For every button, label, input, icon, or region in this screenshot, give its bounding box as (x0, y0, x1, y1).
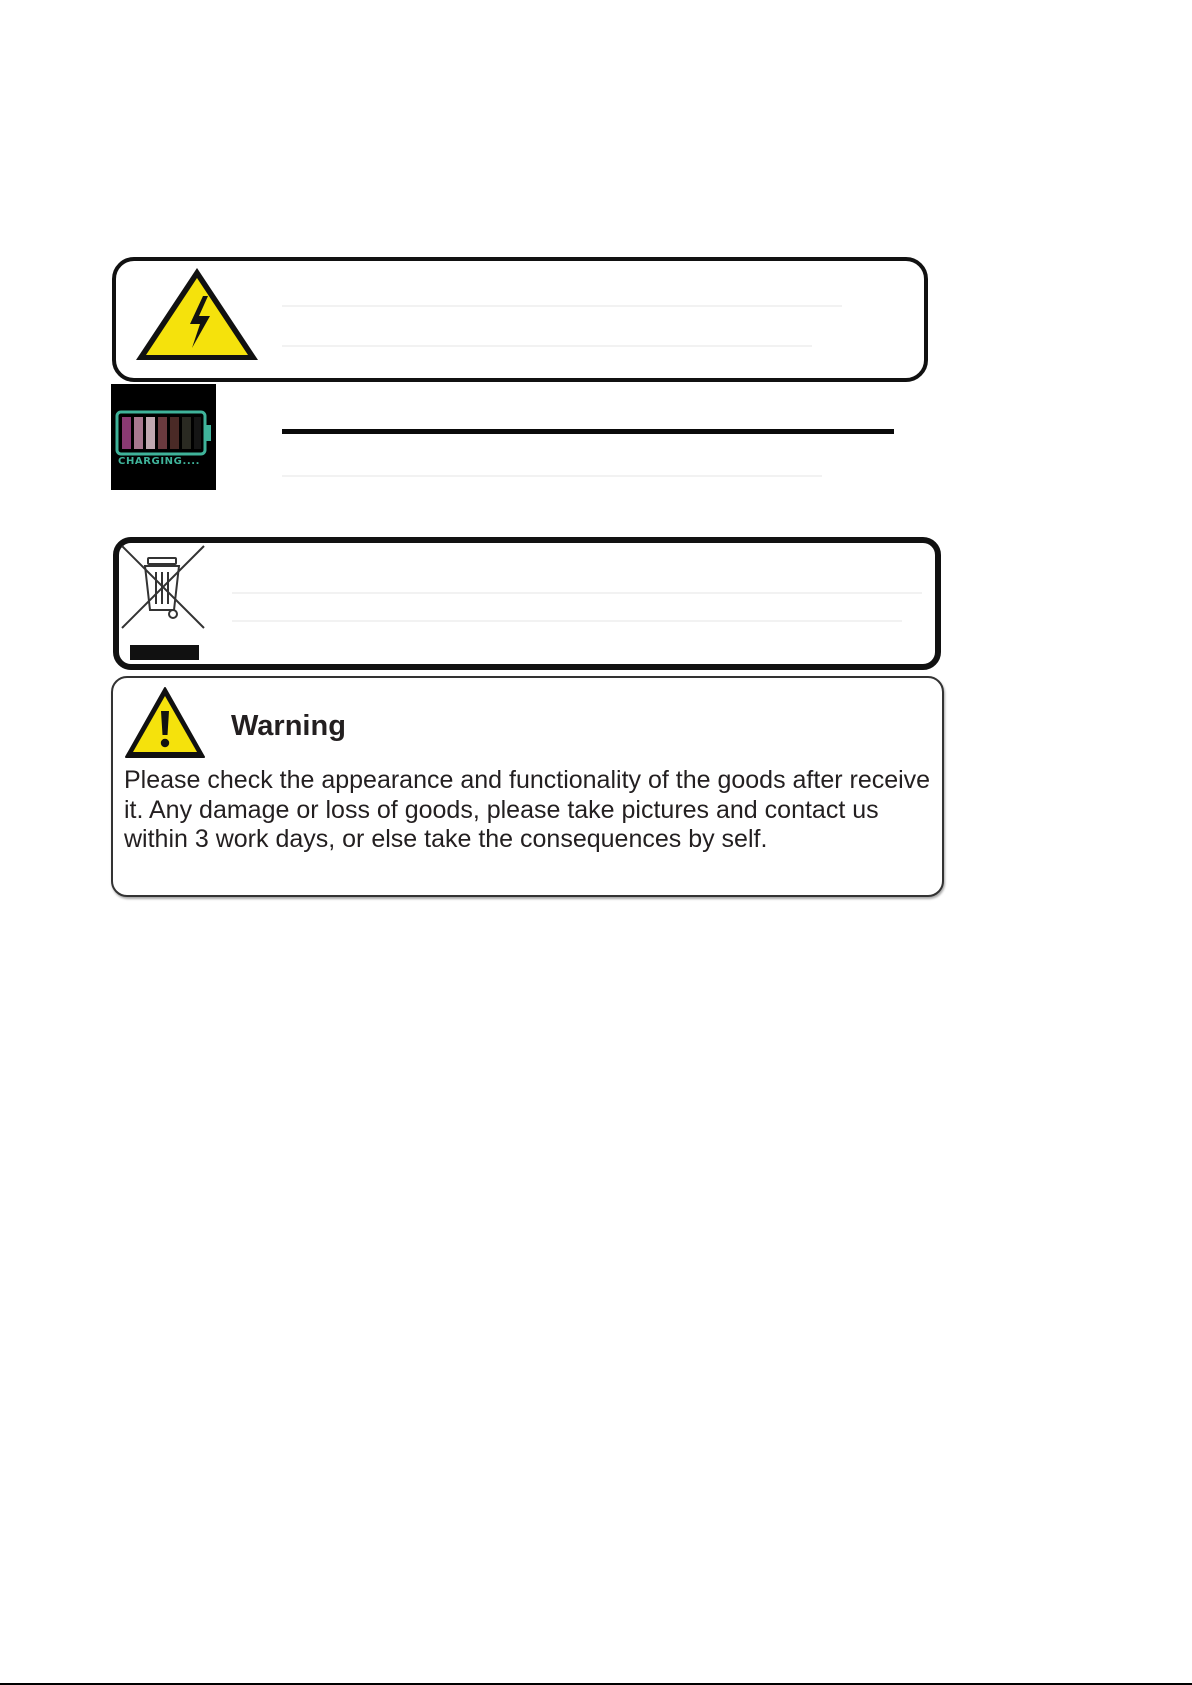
faded-text-line (282, 305, 842, 307)
faded-text-line (282, 345, 812, 347)
faded-text-line (232, 592, 922, 594)
faded-text-line (232, 620, 902, 622)
faded-text-line (282, 475, 822, 477)
warning-body-text: Please check the appearance and functionality of the goods after receive it. Any damage or loss of goods, please take pictures and contact us within 3 work days, or else take the consequences by self. (124, 766, 931, 853)
exclamation-warning-icon (124, 686, 206, 759)
weee-marking-bar (130, 645, 199, 660)
battery-charging-icon (111, 384, 216, 490)
disposal-notice-box (113, 537, 941, 670)
crossed-out-wheelie-bin-icon (118, 542, 208, 632)
horizontal-rule (282, 429, 894, 434)
warning-title: Warning (231, 710, 346, 742)
battery-charging-image (111, 384, 216, 490)
electric-shock-warning-icon (132, 264, 262, 364)
charging-label: CHARGING.... (118, 456, 201, 467)
